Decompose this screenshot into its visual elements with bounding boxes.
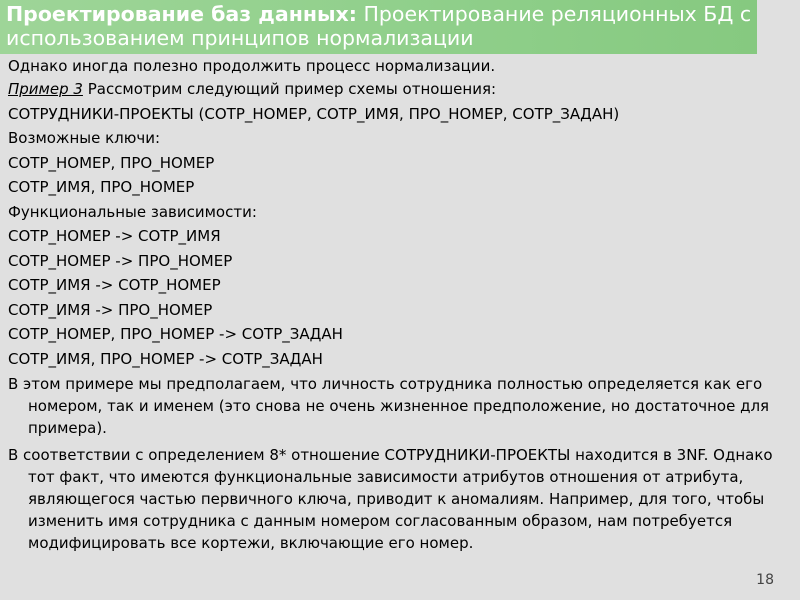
functional-dependency: СОТР_ИМЯ -> ПРО_НОМЕР: [8, 300, 213, 319]
candidate-key: СОТР_ИМЯ, ПРО_НОМЕР: [8, 178, 195, 196]
example-text: Рассмотрим следующий пример схемы отношения:: [82, 80, 497, 98]
intro-text: Однако иногда полезно продолжить процесс нормализации.: [8, 57, 496, 75]
functional-dependency: СОТР_ИМЯ -> СОТР_НОМЕР: [8, 276, 221, 294]
assumption-paragraph: В этом примере мы предполагаем, что личность сотрудника полностью определяется как его номером, так и именем (это снова не очень жизненное предположение, но достаточное для примера).: [8, 375, 770, 437]
slide-content: [8, 55, 788, 554]
example-line: [8, 77, 788, 102]
fd-heading: Функциональные зависимости:: [8, 202, 257, 221]
title-rest: Проектирование реляционных БД с использованием принципов нормализации: [6, 2, 752, 50]
keys-heading: Возможные ключи:: [8, 129, 161, 147]
slide-title: [0, 0, 757, 54]
title-bold: Проектирование баз данных:: [6, 2, 357, 26]
functional-dependency: СОТР_НОМЕР -> ПРО_НОМЕР: [8, 251, 233, 270]
anomaly-paragraph: В соответствии с определением 8* отношение СОТРУДНИКИ-ПРОЕКТЫ находится в 3NF. Однако тот факт, что имеются функциональные зависимости атрибутов отношения от атрибута, являющегося частью первичного ключа, приводит к аномалиям. Например, для того, чтобы изменить имя сотрудника с данным номером согласованным образом, нам потребуется модифицировать все кортежи, включающие его номер.: [8, 446, 773, 552]
functional-dependency: СОТР_НОМЕР, ПРО_НОМЕР -> СОТР_ЗАДАН: [8, 325, 343, 343]
relation-schema: СОТРУДНИКИ-ПРОЕКТЫ (СОТР_НОМЕР, СОТР_ИМЯ, ПРО_НОМЕР, СОТР_ЗАДАН): [8, 104, 620, 123]
functional-dependency: СОТР_НОМЕР -> СОТР_ИМЯ: [8, 227, 221, 245]
functional-dependency: СОТР_ИМЯ, ПРО_НОМЕР -> СОТР_ЗАДАН: [8, 349, 323, 368]
example-label: Пример 3: [8, 80, 83, 98]
candidate-key: СОТР_НОМЕР, ПРО_НОМЕР: [8, 153, 215, 172]
page-number: 18: [756, 572, 774, 588]
